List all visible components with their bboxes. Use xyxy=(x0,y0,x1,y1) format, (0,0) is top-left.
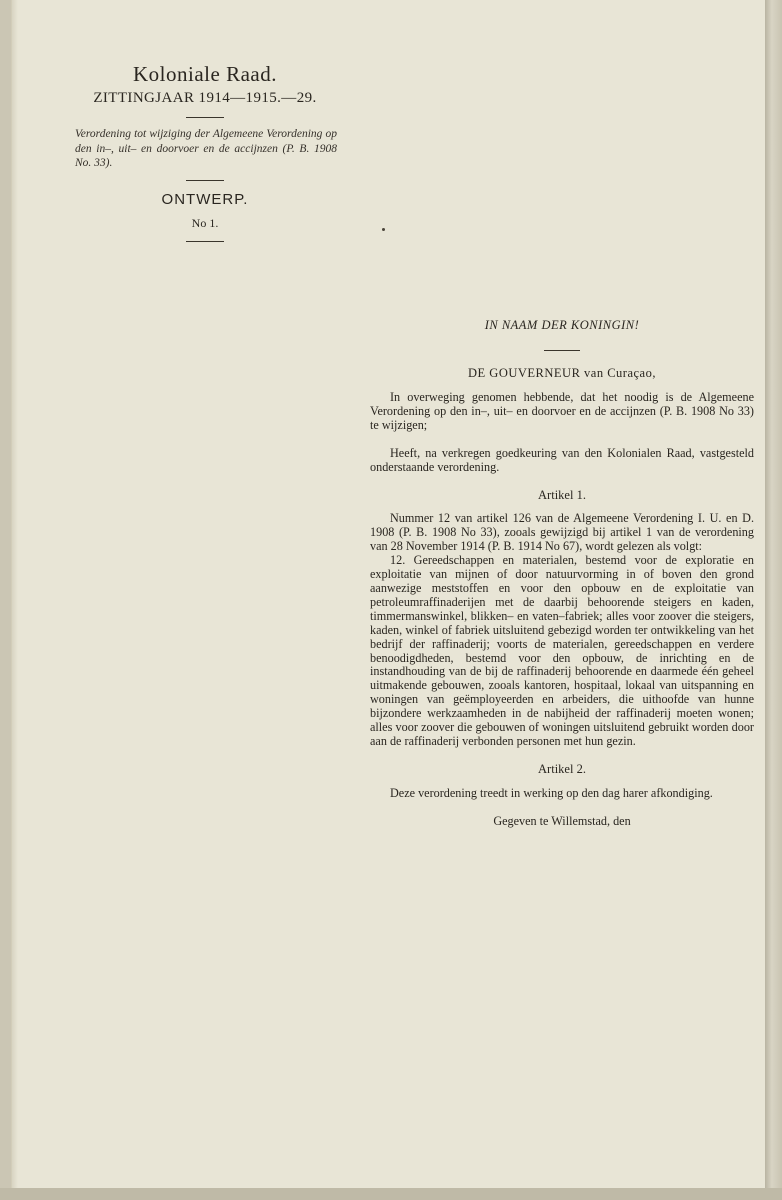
page-edge xyxy=(765,0,782,1200)
enactment-paragraph: Heeft, na verkregen goedkeuring van den Kolonialen Raad, vastgesteld onderstaande verordening. xyxy=(370,445,754,474)
governor-line: DE GOUVERNEUR van Curaçao, xyxy=(468,366,656,380)
regulation-body xyxy=(370,316,754,829)
article-2-heading: Artikel 2. xyxy=(538,761,586,776)
invocation: IN NAAM DER KONINGIN! xyxy=(484,318,640,332)
session-year: ZITTINGJAAR 1914—1915.—29. xyxy=(93,90,317,106)
divider-rule xyxy=(186,241,224,242)
page-fold-shadow xyxy=(12,0,18,1188)
signing-line: Gegeven te Willemstad, den xyxy=(493,813,631,828)
page-bottom-edge xyxy=(0,1188,782,1200)
considering-paragraph: In overweging genomen hebbende, dat het noodig is de Algemeene Verordening op den in–, uit– en doorvoer en de accijnzen (P. B. 1908 No 33) te wijzigen; xyxy=(370,390,754,432)
divider-rule xyxy=(186,117,224,118)
draft-label: ONTWERP. xyxy=(161,190,249,208)
divider-rule xyxy=(186,180,224,181)
article-2-text: Deze verordening treedt in werking op den dag harer afkondiging. xyxy=(390,785,713,800)
article-1-item-12: 12. Gereedschappen en materialen, bestemd voor de exploratie en exploitatie van mijnen of door natuurvorming in of boven den grond aanwezige meststoffen en voor den opbouw en de exploitatie van petroleumraffinaderijen met de daarbij behoorende steigers en kaden, timmermanswinkel, blikken– en vaten–fabriek; alles voor zoover die steigers, kaden, winkel of fabriek uitsluitend gebezigd worden ter ontwikkeling van het bedrijf der raffinaderij; voorts de materialen, gereedschappen en verdere benoodigdheden, bestemd voor den opbouw, de inrichting en de instandhouding van de bij de raffinaderij behoorende en daarmede één geheel uitmakende gebouwen, zooals kantoren, hospitaal, lokaal van uitspanning en woningen van geëmployeerden en arbeiders, die uithoofde van hunne bijzondere werkzaamheden in de nabijheid der raffinaderij moeten wonen; alles voor zoover die gebouwen of woningen uitsluitend gebruikt worden door aan de raffinaderij verbonden personen met hun gezin. xyxy=(370,553,754,748)
ink-dot xyxy=(382,228,385,231)
council-title: Koloniale Raad. xyxy=(133,62,277,86)
header-block xyxy=(70,60,340,251)
article-1-intro: Nummer 12 van artikel 126 van de Algemeene Verordening I. U. en D. 1908 (P. B. 1908 No 33), zooals gewijzigd bij artikel 1 van de verordening van 28 November 1914 (P. B. 1914 No 67), wordt gelezen als volgt: xyxy=(370,511,754,554)
article-1-heading: Artikel 1. xyxy=(538,487,586,502)
divider-rule xyxy=(544,350,580,351)
regulation-subject: Verordening tot wijziging der Algemeene Verordening op den in–, uit– en doorvoer en de accijnzen (P. B. 1908 No. 33). xyxy=(75,128,337,169)
draft-number: No 1. xyxy=(191,215,219,230)
